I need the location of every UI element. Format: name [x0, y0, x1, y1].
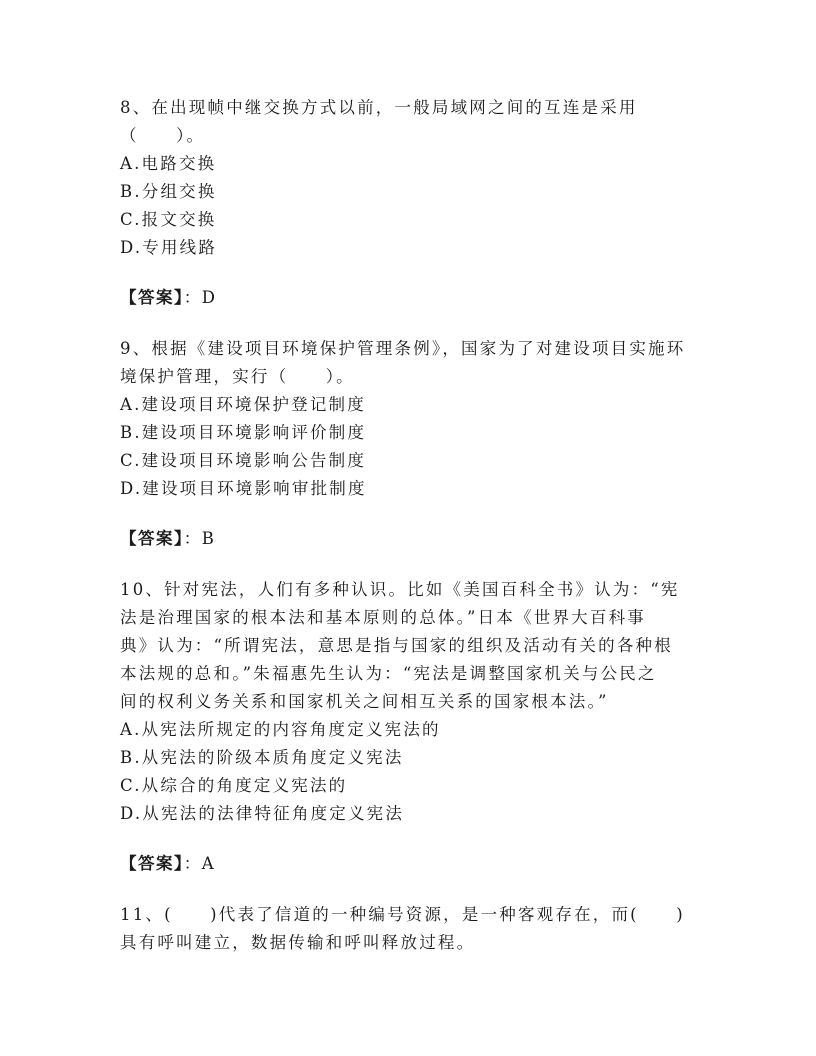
- option-b: B.从宪法的阶级本质角度定义宪法: [120, 748, 404, 767]
- answer-value: ：B: [183, 529, 216, 548]
- option-a: A.建设项目环境保护登记制度: [120, 395, 366, 414]
- answer-value: ：D: [183, 288, 217, 307]
- question-text-line: 8、在出现帧中继交换方式以前，一般局域网之间的互连是采用: [120, 98, 638, 117]
- option-a: A.电路交换: [120, 154, 217, 173]
- question-text-line: 间的权利义务关系和国家机关之间相互关系的国家根本法。”: [120, 692, 609, 711]
- question-8: [120, 94, 700, 335]
- question-text-line: 法是治理国家的根本法和基本原则的总体。”日本《世界大百科事: [120, 608, 646, 627]
- question-11: [120, 901, 700, 957]
- question-text-line: 9、根据《建设项目环境保护管理条例》，国家为了对建设项目实施环: [120, 339, 686, 358]
- answer-line: [120, 284, 700, 312]
- option-b: B.分组交换: [120, 182, 217, 201]
- answer-label: 【答案】: [120, 288, 184, 307]
- answer-line: [120, 525, 700, 553]
- option-c: C.报文交换: [120, 210, 217, 229]
- answer-label: 【答案】: [120, 854, 184, 873]
- option-c: C.建设项目环境影响公告制度: [120, 451, 367, 470]
- question-text-line: 境保护管理，实行（ ）。: [120, 367, 355, 386]
- question-text-line: 11、( )代表了信道的一种编号资源，是一种客观存在，而( ): [120, 905, 685, 924]
- option-d: D.建设项目环境影响审批制度: [120, 479, 367, 498]
- question-10: [120, 576, 700, 901]
- option-b: B.建设项目环境影响评价制度: [120, 423, 367, 442]
- question-text-line: （ ）。: [120, 126, 206, 145]
- option-a: A.从宪法所规定的内容角度定义宪法的: [120, 720, 441, 739]
- document-page: [120, 94, 700, 957]
- question-text-line: 典》认为：“所谓宪法，意思是指与国家的组织及活动有关的各种根: [120, 636, 673, 655]
- question-text-line: 10、针对宪法，人们有多种认识。比如《美国百科全书》认为：“宪: [120, 580, 680, 599]
- answer-line: [120, 850, 700, 878]
- answer-value: ：A: [183, 854, 216, 873]
- question-9: [120, 335, 700, 576]
- option-c: C.从综合的角度定义宪法的: [120, 776, 348, 795]
- question-text-line: 具有呼叫建立，数据传输和呼叫释放过程。: [120, 933, 476, 952]
- option-d: D.从宪法的法律特征角度定义宪法: [120, 804, 405, 823]
- answer-label: 【答案】: [120, 529, 184, 548]
- question-text-line: 本法规的总和。”朱福惠先生认为：“宪法是调整国家机关与公民之: [120, 664, 657, 683]
- option-d: D.专用线路: [120, 238, 218, 257]
